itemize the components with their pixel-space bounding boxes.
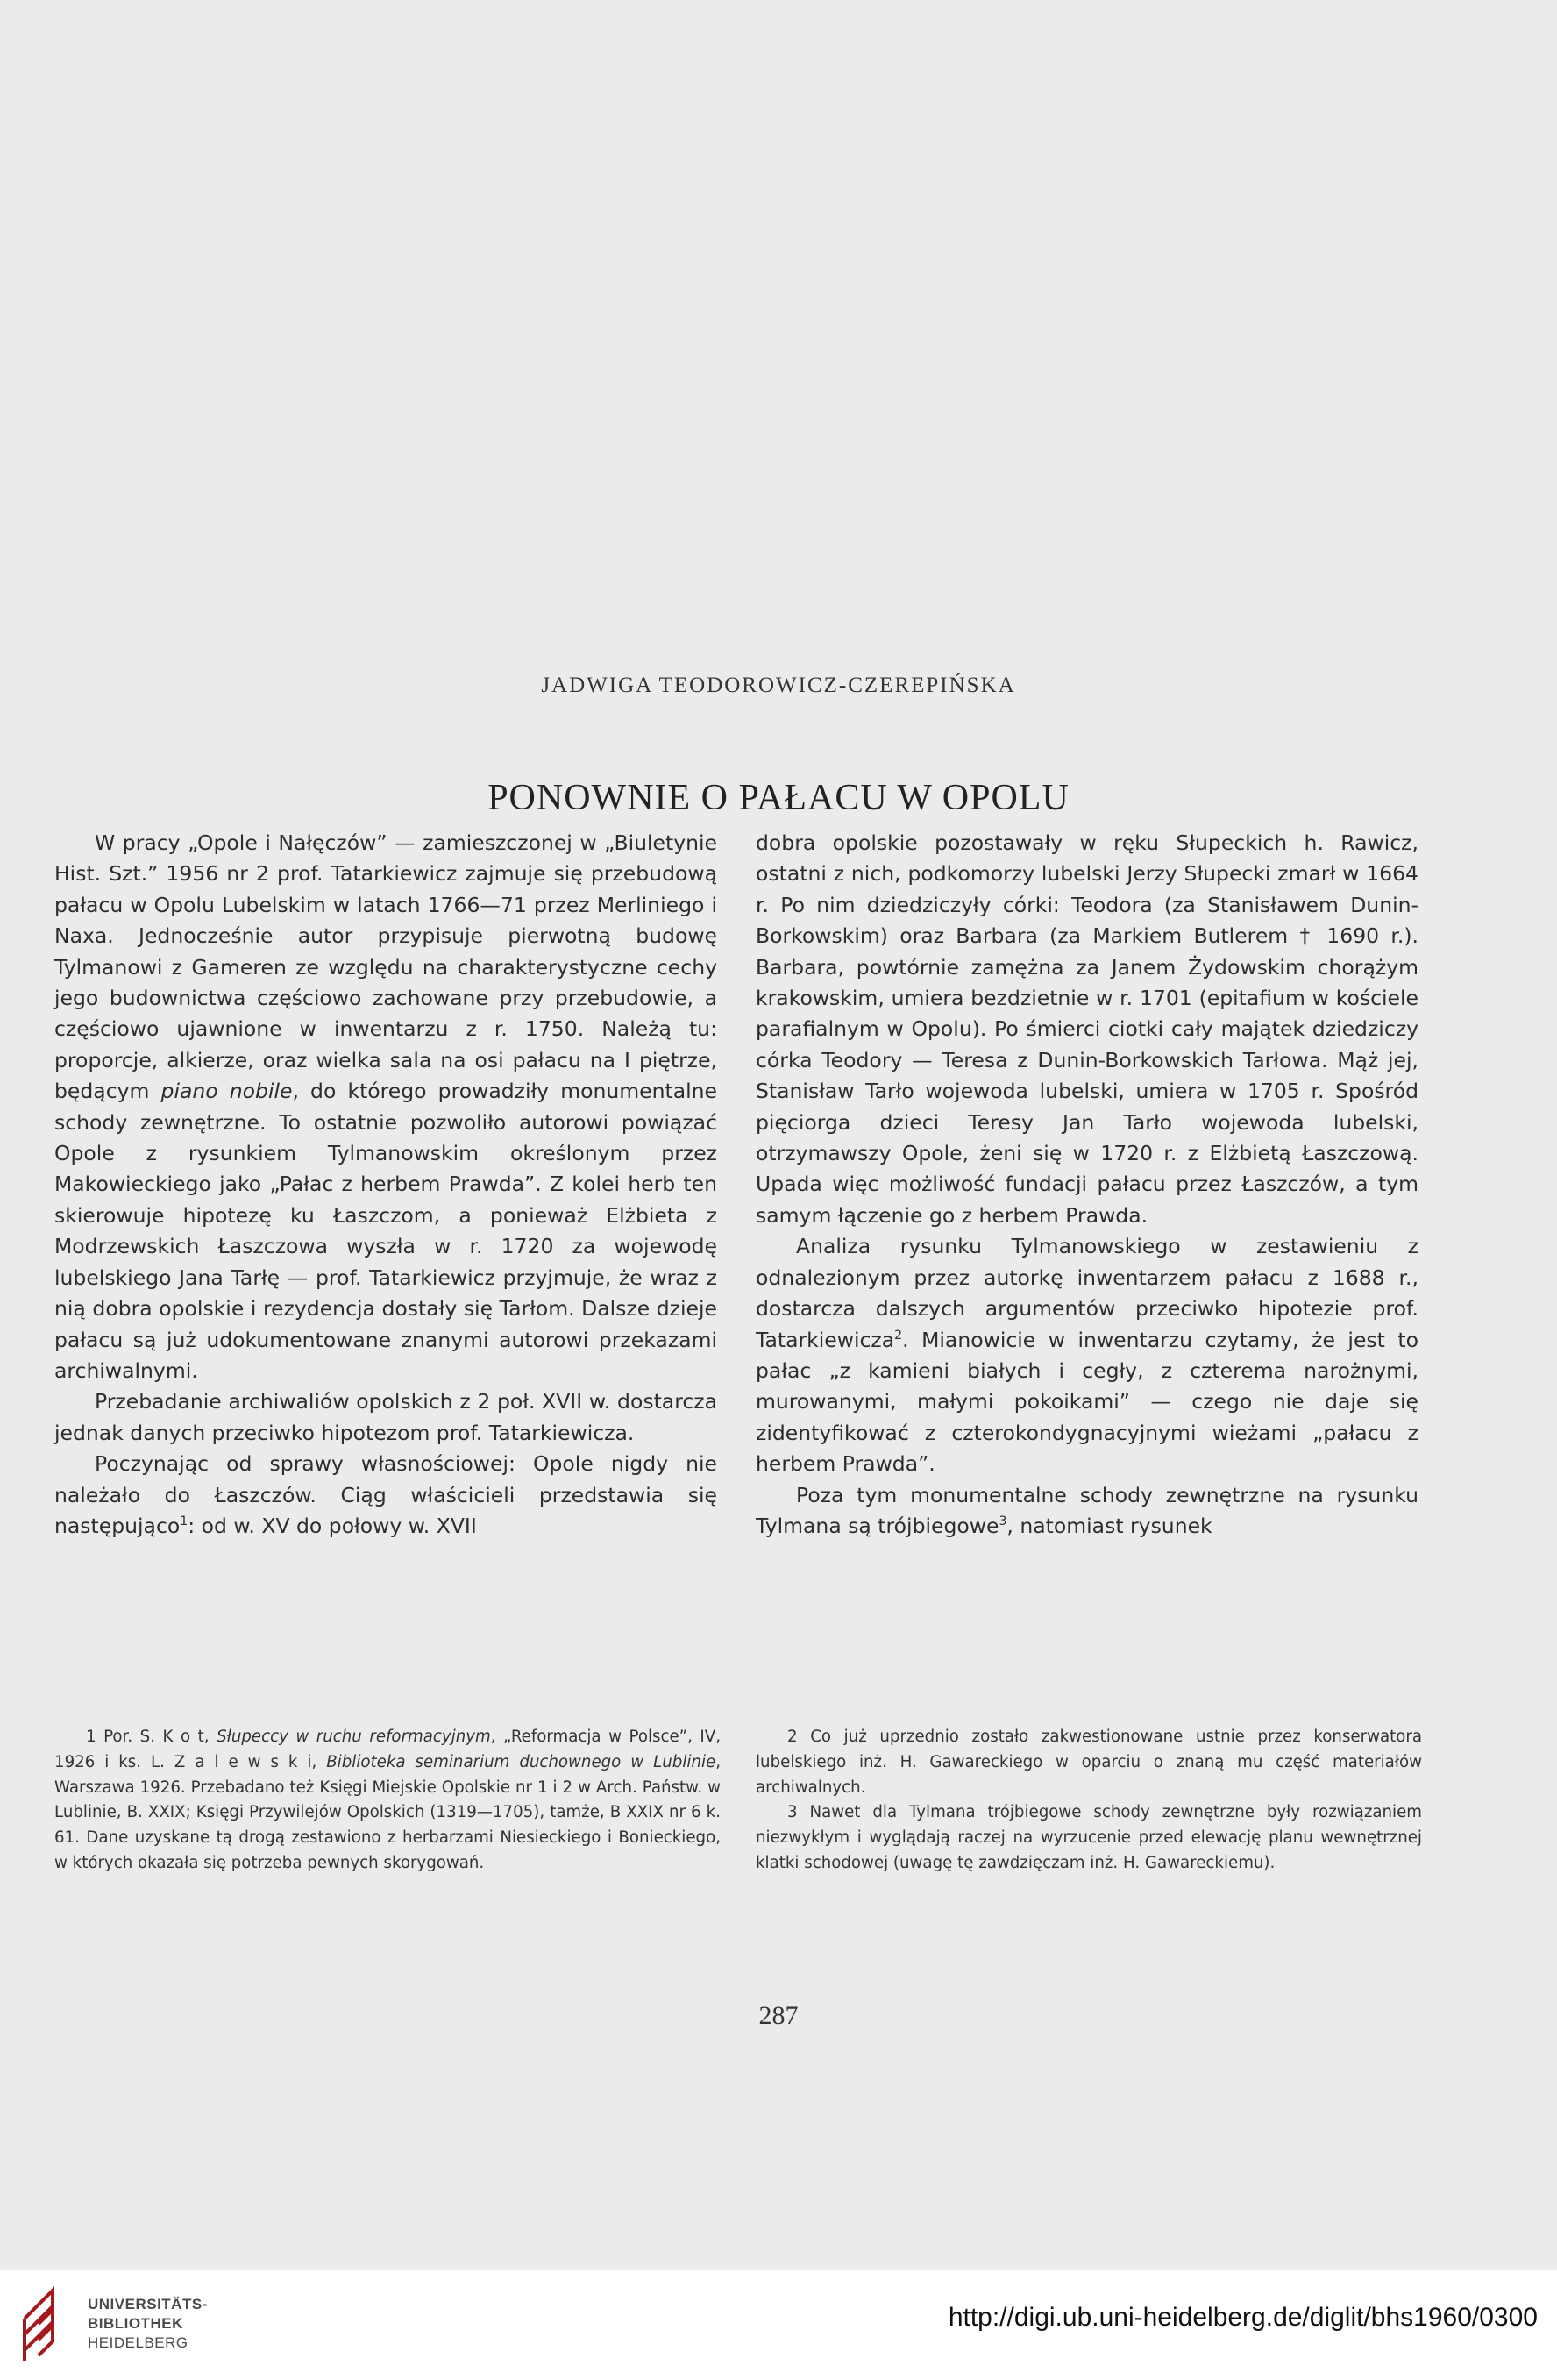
source-url-link[interactable]: http://digi.ub.uni-heidelberg.de/diglit/bhs1960/0300 — [948, 2303, 1538, 2332]
footnote-ref: 2 — [894, 1328, 903, 1343]
paragraph: Analiza rysunku Tylmanowskiego w zestawieniu z odnalezionym przez autorkę inwentarzem pałacu z 1688 r., dostarcza dalszych argumentów przeciwko hipotezie prof. Tatarkiewicza$^2$. Mianowicie w inwentarzu czytamy, że jest to pałac „z kamieni białych i cegły, z czterema narożnymi, murowanymi, małymi pokoikami” — czego nie daje się zidentyfikować z czterokondygnacyjnymi wieżami „pałacu z herbem Prawda”. — [756, 1234, 1418, 1477]
footnotes-left — [54, 1725, 721, 1877]
page-number: 287 — [758, 2001, 799, 2030]
footnotes-right — [756, 1725, 1422, 1877]
article-title: PONOWNIE O PAŁACU W OPOLU — [487, 778, 1070, 819]
footnote-ref: 1 — [180, 1514, 188, 1529]
paragraph: Przebadanie archiwaliów opolskich z 2 poł. XVII w. dostarcza jednak danych przeciwko hipotezom prof. Tatarkiewicza. — [54, 1389, 717, 1445]
article-author: JADWIGA TEODOROWICZ-CZEREPIŃSKA — [541, 673, 1016, 697]
left-text-column — [54, 828, 717, 1542]
right-text-column — [756, 828, 1418, 1542]
footnote-2: 2 Co już uprzednio zostało zakwestionowane ustnie przez konserwatora lubelskiego inż. H. Gawareckiego w oparciu o znaną mu część materiałów archiwalnych. — [756, 1728, 1422, 1797]
paragraph: Poza tym monumentalne schody zewnętrzne na rysunku Tylmana są trójbiegowe$^3$, natomiast rysunek — [756, 1482, 1418, 1538]
paragraph: dobra opolskie pozostawały w ręku Słupeckich h. Rawicz, ostatni z nich, podkomorzy lubelski Jerzy Słupecki zmarł w 1664 r. Po nim dziedziczyły córki: Teodora (za Stanisławem Dunin-Borkowskim) oraz Barbara (za Markiem Butlerem † 1690 r.). Barbara, powtórnie zamężna za Janem Żydowskim chorążym krakowskim, umiera bezdzietnie w r. 1701 (epitafium w kościele parafialnym w Opolu). Po śmierci ciotki cały majątek dziedziczy córka Teodory — Teresa z Dunin-Borkowskich Tarłowa. Mąż jej, Stanisław Tarło wojewoda lubelski, umiera w 1705 r. Spośród pięciorga dzieci Teresy Jan Tarło wojewoda lubelski, otrzymawszy Opole, żeni się w 1720 r. z Elżbietą Łaszczową. Upada więc możliwość fundacji pałacu przez Łaszczów, a tym samym łączenie go z herbem Prawda. — [756, 830, 1418, 1228]
footnote-ref: 3 — [999, 1514, 1007, 1529]
footnote-3: 3 Nawet dla Tylmana trójbiegowe schody zewnętrzne były rozwiązaniem niezwykłym i wyglądają raczej na wyrzucenie przed elewację planu wewnętrznej klatki schodowej (uwagę tę zawdzięczam inż. H. Gawareckiemu). — [756, 1803, 1422, 1872]
paragraph: Poczynając od sprawy własnościowej: Opole nigdy nie należało do Łaszczów. Ciąg właścicieli przedstawia się następująco$^1$: od w. XV do połowy w. XVII — [54, 1451, 717, 1538]
paragraph: W pracy „Opole i Nałęczów” — zamieszczonej w „Biuletynie Hist. Szt.” 1956 nr 2 prof. Tatarkiewicz zajmuje się przebudową pałacu w Opolu Lubelskim w latach 1766—71 przez Merliniego i Naxa. Jednocześnie autor przypisuje pierwotną budowę Tylmanowi z Gameren ze względu na charakterystyczne cechy jego budownictwa częściowo zachowane przy przebudowie, a częściowo ujawnione w inwentarzu z r. 1750. Należą tu: proporcje, alkierze, oraz wielka sala na osi pałacu na I piętrze, będącym piano nobile, do którego prowadziły monumentalne schody zewnętrzne. To ostatnie pozwoliło autorowi powiązać Opole z rysunkiem Tylmanowskim określonym przez Makowieckiego jako „Pałac z herbem Prawda”. Z kolei herb ten skierowuje hipotezę ku Łaszczom, a ponieważ Elżbieta z Modrzewskich Łaszczowa wyszła w r. 1720 za wojewodę lubelskiego Jana Tarłę — prof. Tatarkiewicz przyjmuje, że wraz z nią dobra opolskie i rezydencja dostały się Tarłom. Dalsze dzieje pałacu są już udokumentowane znanymi autorowi przekazami archiwalnymi. — [54, 830, 717, 1383]
footnote-1: 1 Por. S. K o t, Słupeccy w ruchu reformacyjnym, „Reformacja w Polsce”, IV, 1926 i ks. L. Z a l e w s k i, Biblioteka seminarium duchownego w Lublinie, Warszawa 1926. Przebadano też Księgi Miejskie Opolskie nr 1 i 2 w Arch. Państw. w Lublinie, B. XXIX; Księgi Przywilejów Opolskich (1319—1705), tamże, B XXIX nr 6 k. 61. Dane uzyskane tą drogą zestawiono z herbarzami Niesieckiego i Bonieckiego, w których okazała się potrzeba pewnych skorygowań. — [54, 1728, 721, 1872]
library-logo-text[interactable]: UNIVERSITÄTS- BIBLIOTHEK HEIDELBERG — [88, 2296, 208, 2351]
ub-heidelberg-logo-icon[interactable] — [18, 2284, 70, 2364]
